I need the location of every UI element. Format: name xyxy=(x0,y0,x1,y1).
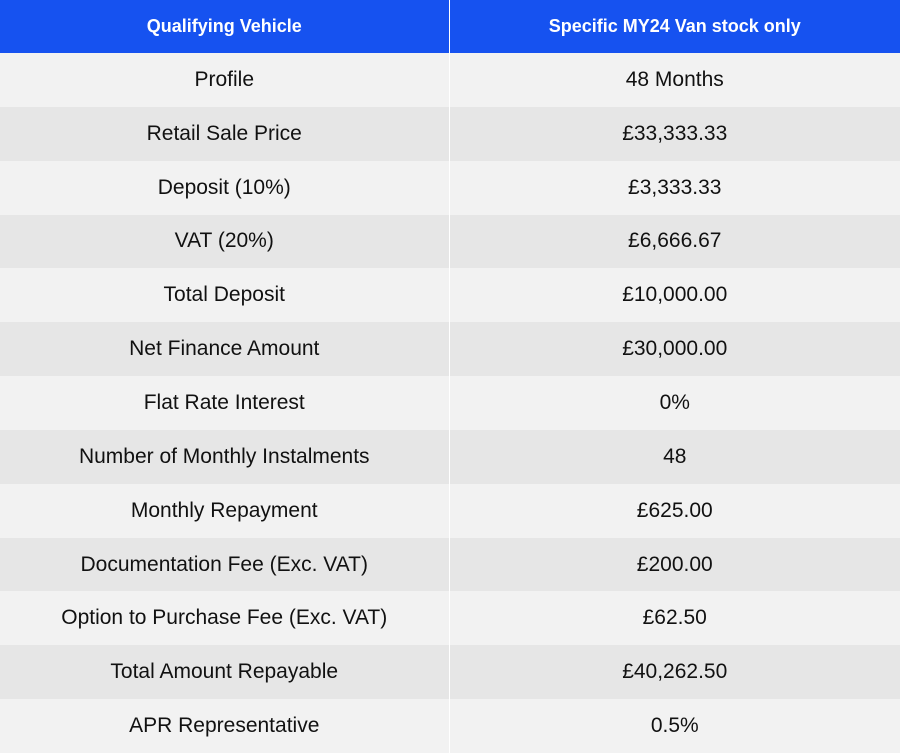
row-label: Option to Purchase Fee (Exc. VAT) xyxy=(0,591,449,645)
row-value: 48 Months xyxy=(449,53,900,107)
table-header xyxy=(0,0,900,53)
table-row xyxy=(0,268,900,322)
row-label: Net Finance Amount xyxy=(0,322,449,376)
row-label: Profile xyxy=(0,53,449,107)
row-label: Number of Monthly Instalments xyxy=(0,430,449,484)
table-row xyxy=(0,591,900,645)
row-label: APR Representative xyxy=(0,699,449,753)
row-label: Flat Rate Interest xyxy=(0,376,449,430)
table-row xyxy=(0,215,900,269)
table-row xyxy=(0,161,900,215)
header-stock-scope: Specific MY24 Van stock only xyxy=(449,0,900,53)
row-label: Documentation Fee (Exc. VAT) xyxy=(0,538,449,592)
row-value: £30,000.00 xyxy=(449,322,900,376)
row-value: £33,333.33 xyxy=(449,107,900,161)
table-row xyxy=(0,538,900,592)
table-row xyxy=(0,699,900,753)
row-value: £200.00 xyxy=(449,538,900,592)
table-row xyxy=(0,484,900,538)
table-body xyxy=(0,53,900,753)
row-label: Total Deposit xyxy=(0,268,449,322)
row-value: £625.00 xyxy=(449,484,900,538)
row-label: Monthly Repayment xyxy=(0,484,449,538)
table-row xyxy=(0,322,900,376)
row-label: Retail Sale Price xyxy=(0,107,449,161)
table-row xyxy=(0,430,900,484)
row-value: £10,000.00 xyxy=(449,268,900,322)
row-value: 0% xyxy=(449,376,900,430)
header-row xyxy=(0,0,900,53)
row-value: 48 xyxy=(449,430,900,484)
table-row xyxy=(0,376,900,430)
row-value: 0.5% xyxy=(449,699,900,753)
header-qualifying-vehicle: Qualifying Vehicle xyxy=(0,0,449,53)
table-row xyxy=(0,645,900,699)
row-label: VAT (20%) xyxy=(0,215,449,269)
row-value: £6,666.67 xyxy=(449,215,900,269)
row-value: £3,333.33 xyxy=(449,161,900,215)
row-value: £40,262.50 xyxy=(449,645,900,699)
row-label: Total Amount Repayable xyxy=(0,645,449,699)
row-value: £62.50 xyxy=(449,591,900,645)
row-label: Deposit (10%) xyxy=(0,161,449,215)
table-row xyxy=(0,107,900,161)
table-row xyxy=(0,53,900,107)
